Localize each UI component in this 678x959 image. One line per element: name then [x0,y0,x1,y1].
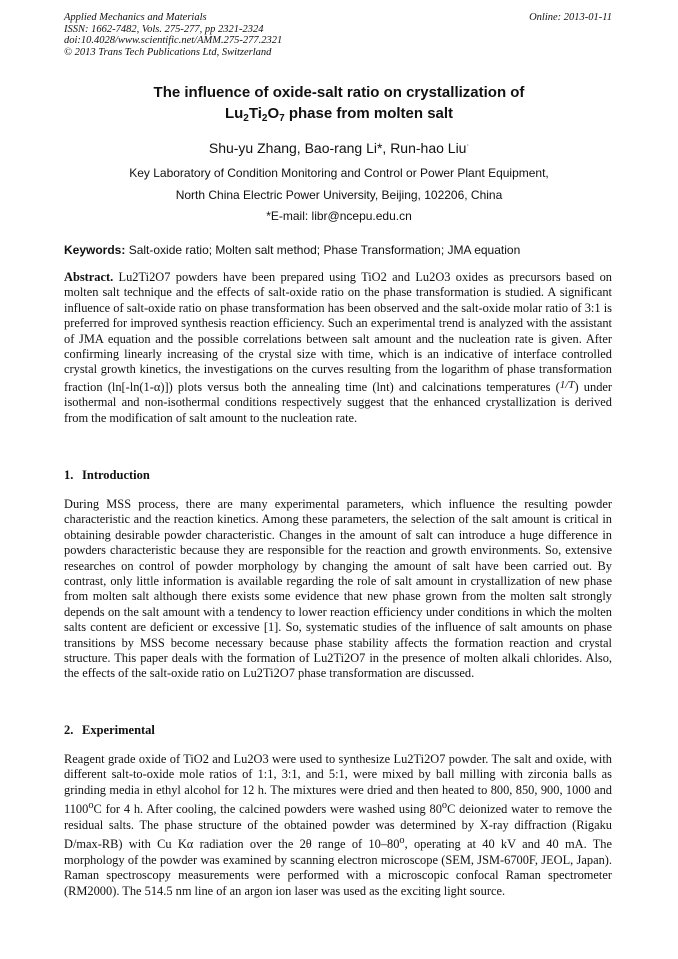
introduction-text: During MSS process, there are many experimental parameters, which influence the resulting powder characteristic and the reaction kinetics. Among these parameters, the selection of the salt amount is critical in obtaining desirable powder characteristic. Changes in the amount of salt can introduce a huge difference in powders characteristic because they are responsible for the reaction and growth environments. So, extensive researches on control of powder morphology by changing the amount of salt have been carried out. By contrast, only little information is available regarding the role of salt amount in crystallization of new phase from molten salt although there exists some evidence that new phase grown from the molten salt strongly depends on the salt amount with a tendency to lower reaction efficiency under conditions in which the molten salts content are deficient or excessive [1]. So, systematic studies of the influence of salt amounts on phase transitions by MSS become necessary because phase stability affects the formation reaction and crystal structure. This paper deals with the formation of Lu2Ti2O7 in the presence of molten alkali chlorides. Also, the effects of the salt-oxide ratio on Lu2Ti2O7 phase transformation are discussed. [64,497,612,681]
abstract-label: Abstract. [64,270,114,284]
affiliation-line-1: Key Laboratory of Condition Monitoring and Control or Power Plant Equipment, [129,166,549,180]
online-date: Online: 2013-01-11 [529,12,612,23]
keywords-text: Salt-oxide ratio; Molten salt method; Phase Transformation; JMA equation [128,243,521,257]
author-names: Shu-yu Zhang, Bao-rang Li*, Run-hao Liu [208,140,467,156]
formula-inverse-temperature: 1/T [559,378,575,391]
section-heading-experimental: 2. Experimental [64,723,155,737]
affiliation-line-2: North China Electric Power University, Beijing, 102206, China [175,188,503,202]
keywords [64,243,612,257]
journal-name: Applied Mechanics and Materials [64,12,207,23]
paper-title [0,82,678,124]
issn-line: ISSN: 1662-7482, Vols. 275-277, pp 2321-2324 [64,23,264,35]
title-line-1: The influence of oxide-salt ratio on crystallization of [153,84,525,101]
author-list [0,140,678,156]
contact-email: *E-mail: libr@ncepu.edu.cn [266,209,412,223]
keywords-label: Keywords: [64,243,126,257]
doi-line: doi:10.4028/www.scientific.net/AMM.275-277.2321 [64,35,283,46]
experimental-text: Reagent grade oxide of TiO2 and Lu2O3 were used to synthesize Lu2Ti2O7 powder. The salt and oxide, with different salt-to-oxide mole ratios of 1:1, 3:1, and 5:1, were mixed by ball milling with zirconia balls as grinding media in ethyl alcohol for 12 h. The mixtures were dried and then heated to 800, 850, 900, 1000 and 1100$^o$C for 4 h. After cooling, the calcined powders were washed using 80$^o$C deionized water to remove the residual salts. The phase structure of the obtained powder was determined by X-ray diffraction (Rigaku D/max-RB) with Cu Kα radiation over the 2θ range of 10–80$^o$, operating at 40 kV and 40 mA. The morphology of the powder was examined by scanning electron microscope (SEM, JSM-6700F, JEOL, Japan). Raman spectroscopy measurements were performed with a microscopic confocal Raman spectrometer (RM2000). The 514.5 nm line of an argon ion laser was used as the exciting light source. [64,752,612,898]
running-header [64,12,612,58]
author-marker: · [466,140,470,150]
abstract: Abstract. Lu2Ti2O7 powders have been prepared using TiO2 and Lu2O3 oxides as precursors based on molten salt technique and the effects of salt-oxide ratio on the phase transformation is studied. A significant influence of salt-oxide ratio on phase transformation has been observed and the salt-oxide molar ratio of 3:1 is preferred for improved synthesis reaction efficiency. Such an experimental trend is analyzed with the assistant of JMA equation and the possible correlations between salt amount and the nucleation rate is given. After confirming linearly increasing of the crystal size with time, which is an indicative of interface controlled crystal growth kinetics, the investigations on the curves resulting from the logarithm of phase transformation fraction (ln[-ln(1-α)]) plots versus both the annealing time (lnt) and calcinations temperatures (1/T) under isothermal and non-isothermal conditions respectively suggest that the enhanced crystallization is derived from the modification of salt amount to the nucleation rate. [64,270,613,425]
title-line-2: $Lu_2Ti_2O_7$ phase from molten salt [224,105,454,124]
section-heading-introduction: 1. Introduction [64,468,150,482]
copyright-line: © 2013 Trans Tech Publications Ltd, Switzerland [64,46,272,58]
